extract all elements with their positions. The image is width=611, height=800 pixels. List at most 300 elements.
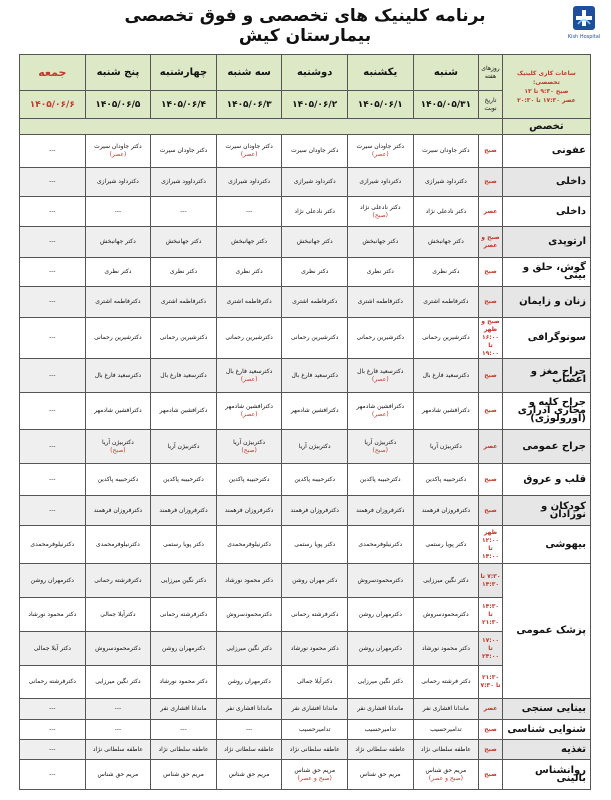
doctor-name: دکتر پویا رستمی <box>425 540 467 548</box>
doctor-cell <box>282 318 348 359</box>
doctor-name: --- <box>49 147 56 154</box>
doctor-name: دکترافشین شادمهر <box>159 407 208 414</box>
doctor-name: دکتر آیلا جمالی <box>33 644 71 652</box>
doctor-cell <box>151 699 217 720</box>
doctor-cell <box>282 632 348 666</box>
empty-slot <box>20 359 86 393</box>
doctor-name: --- <box>49 238 56 245</box>
doctor-name: دکترفروزان فرهمند <box>356 506 405 514</box>
day-date: ۱۴۰۵/۰۶/۱ <box>347 91 413 119</box>
empty-slot <box>20 720 86 740</box>
shift-note: (عصر) <box>240 375 258 383</box>
specialty-row <box>20 760 591 790</box>
doctor-name: --- <box>49 442 56 450</box>
shift-time: صبح <box>479 168 503 197</box>
doctor-name: دکتربیژن آریا <box>364 438 397 446</box>
doctor-cell <box>85 135 151 168</box>
doctor-name: دکترحبیبه پاکدین <box>359 475 401 483</box>
empty-slot <box>20 760 86 790</box>
shift-note: (صبح) <box>372 211 389 219</box>
doctor-name: دکترداود شیرازی <box>359 178 402 185</box>
doctor-name: دکترسعید فارغ بال <box>225 367 273 375</box>
doctor-name: دکتر مهران روشن <box>292 576 338 584</box>
shift-time: صبح <box>479 720 503 740</box>
doctor-cell <box>151 526 217 564</box>
doctor-cell <box>151 287 217 318</box>
doctor-cell <box>413 740 479 760</box>
doctor-name: دکتر جهانبخش <box>362 238 399 245</box>
doctor-cell <box>20 632 86 666</box>
doctor-cell <box>216 287 282 318</box>
doctor-name: دکتر نگین میرزایی <box>423 576 469 584</box>
specialty-name: سونوگرافی <box>502 318 590 359</box>
day-header: یکشنبه <box>347 55 413 91</box>
specialty-name: گوش، حلق و بینی <box>502 258 590 287</box>
doctor-name: دکترداود شیرازی <box>293 178 336 185</box>
doctor-cell <box>347 393 413 430</box>
doctor-name: مریم حق شناس <box>425 766 467 774</box>
doctor-cell <box>347 197 413 227</box>
shift-time: عصر <box>479 699 503 720</box>
doctor-cell <box>151 227 217 258</box>
doctor-cell <box>216 598 282 632</box>
doctor-name: دکتر جهانبخش <box>231 238 268 245</box>
shift-time: صبح <box>479 496 503 526</box>
doctor-name: --- <box>49 770 56 778</box>
doctor-name: عاطفه سلطانی نژاد <box>355 745 406 753</box>
doctor-name: دکترفرشته رحمانی <box>159 610 208 618</box>
doctor-cell <box>282 598 348 632</box>
doctor-name: --- <box>49 371 56 379</box>
doctor-cell <box>347 168 413 197</box>
doctor-cell <box>413 564 479 598</box>
specialty-row <box>20 393 591 430</box>
doctor-name: دکترمحمودسروش <box>226 610 272 618</box>
page-title: برنامه کلینیک های تخصصی و فوق تخصصی بیمارستان کیش <box>124 6 486 46</box>
day-header: چهارشنبه <box>151 55 217 91</box>
day-header-friday: جمعه <box>20 55 86 91</box>
day-header: دوشنبه <box>282 55 348 91</box>
doctor-name: دکتر جهانبخش <box>427 238 464 245</box>
doctor-name: مریم حق شناس <box>294 766 336 774</box>
specialty-row <box>20 135 591 168</box>
doctor-cell <box>216 564 282 598</box>
doctor-cell <box>85 227 151 258</box>
doctor-cell <box>151 760 217 790</box>
doctor-cell <box>347 632 413 666</box>
doctor-cell <box>413 464 479 496</box>
doctor-name: دکترنیلوفرمحمدی <box>358 540 403 548</box>
doctor-name: دکتربیژن آریا <box>233 438 265 446</box>
doctor-cell <box>413 168 479 197</box>
doctor-cell <box>282 666 348 699</box>
doctor-name: دکتر نظری <box>169 268 198 275</box>
doctor-name: دکتر نادعلی نژاد <box>360 203 401 211</box>
day-date: ۱۴۰۵/۰۶/۳ <box>216 91 282 119</box>
doctor-name: دکتر جهانبخش <box>99 238 136 245</box>
doctor-name: دکترداود شیرازی <box>228 178 271 185</box>
empty-slot <box>151 197 217 227</box>
doctor-name: دکترفروزان فرهمند <box>93 506 143 514</box>
doctor-cell <box>282 287 348 318</box>
doctor-cell <box>282 197 348 227</box>
doctor-cell <box>282 464 348 496</box>
doctor-cell <box>151 318 217 359</box>
specialty-row <box>20 258 591 287</box>
doctor-name: دکترفاطمه اشتری <box>226 298 272 305</box>
doctor-cell <box>151 168 217 197</box>
specialty-name: پزشک عمومی <box>502 564 590 699</box>
doctor-name: مریم حق شناس <box>228 770 270 778</box>
doctor-name: مریم حق شناس <box>359 770 401 778</box>
doctor-cell <box>282 496 348 526</box>
doctor-cell <box>347 740 413 760</box>
doctor-name: دکترفرشته رحمانی <box>291 610 339 618</box>
doctor-cell <box>151 598 217 632</box>
doctor-name: --- <box>49 298 56 305</box>
doctor-cell <box>85 760 151 790</box>
doctor-cell <box>413 359 479 393</box>
doctor-name: دکتربیژن آریا <box>101 438 134 446</box>
doctor-cell <box>85 287 151 318</box>
doctor-name: دکتر نگین میرزایی <box>226 644 272 652</box>
doctor-name: دکترفاطمه اشتری <box>95 298 141 305</box>
doctor-name: دکتر نگین میرزایی <box>95 678 141 685</box>
doctor-name: دکتر جهانبخش <box>165 238 202 245</box>
doctor-cell <box>413 258 479 287</box>
doctor-name: دکتر نظری <box>366 268 394 275</box>
doctor-name: دکترحبیبه پاکدین <box>228 475 270 483</box>
shift-time: صبح <box>479 135 503 168</box>
doctor-name: دکترمهران روشن <box>358 644 402 652</box>
doctor-name: دکتر نظری <box>432 268 460 275</box>
empty-slot <box>20 496 86 526</box>
specialty-name: کودکان و نوزادان <box>502 496 590 526</box>
doctor-name: --- <box>49 705 56 712</box>
doctor-cell <box>282 135 348 168</box>
doctor-cell <box>85 598 151 632</box>
shift-time: ۷:۳۰ تا ۱۴:۳۰ <box>479 564 503 598</box>
shift-note: (عصر) <box>371 375 389 383</box>
doctor-cell <box>413 496 479 526</box>
doctor-name: دکتر نظری <box>301 268 329 275</box>
doctor-cell <box>347 430 413 464</box>
specialty-name: تغذیه <box>502 740 590 760</box>
specialty-name: زنان و زایمان <box>502 287 590 318</box>
doctor-name: دکترداود شیرازی <box>424 178 467 185</box>
doctor-name: دکتر محمود نورشاد <box>421 644 470 652</box>
doctor-cell <box>282 430 348 464</box>
specialty-row <box>20 359 591 393</box>
specialty-row <box>20 227 591 258</box>
doctor-cell <box>413 287 479 318</box>
doctor-cell <box>85 393 151 430</box>
doctor-cell <box>216 632 282 666</box>
doctor-name: دکترافشین شادمهر <box>94 407 142 414</box>
doctor-cell <box>216 359 282 393</box>
doctor-cell <box>20 598 86 632</box>
doctor-cell <box>282 393 348 430</box>
doctor-name: تدامیرحسیب <box>430 725 462 733</box>
doctor-name: دکترفرشته رحمانی <box>28 678 76 685</box>
empty-slot <box>20 430 86 464</box>
specialty-row <box>20 699 591 720</box>
doctor-cell <box>413 430 479 464</box>
doctor-name: دکتر محمود نورشاد <box>159 678 208 685</box>
day-date: ۱۴۰۵/۰۶/۴ <box>151 91 217 119</box>
shift-time: صبح <box>479 287 503 318</box>
shift-time: صبح <box>479 740 503 760</box>
doctor-name: دکترفاطمه اشتری <box>292 298 338 305</box>
doctor-name: --- <box>49 268 56 275</box>
doctor-cell <box>282 258 348 287</box>
doctor-name: ماندانا افشاری نفر <box>160 705 207 712</box>
doctor-cell <box>413 666 479 699</box>
doctor-name: دکتر نگین میرزایی <box>160 576 207 584</box>
doctor-cell <box>151 666 217 699</box>
shift-note: (صبح) <box>110 446 126 454</box>
empty-slot <box>20 227 86 258</box>
specialty-name: بیهوشی <box>502 526 590 564</box>
doctor-name: ماندانا افشاری نفر <box>422 705 469 712</box>
empty-slot <box>85 699 151 720</box>
specialty-column-label: تخصص <box>502 119 590 135</box>
doctor-name: مریم حق شناس <box>97 770 139 778</box>
doctor-cell <box>216 393 282 430</box>
doctor-name: دکترمهران روشن <box>161 644 206 652</box>
doctor-name: --- <box>49 725 56 733</box>
shift-note: (صبح) <box>372 446 389 454</box>
doctor-name: --- <box>114 725 122 733</box>
doctor-cell <box>347 666 413 699</box>
doctor-cell <box>347 760 413 790</box>
empty-slot <box>20 197 86 227</box>
doctor-cell <box>282 359 348 393</box>
doctor-cell <box>282 699 348 720</box>
doctor-cell <box>413 393 479 430</box>
doctor-name: دکتر نگین میرزایی <box>357 678 403 685</box>
doctor-cell <box>216 496 282 526</box>
date-shift-label: تاریخ نوبت <box>479 91 503 119</box>
doctor-cell <box>282 564 348 598</box>
doctor-name: --- <box>114 705 122 712</box>
doctor-cell <box>216 258 282 287</box>
shift-time: صبح <box>479 258 503 287</box>
doctor-name: دکتر نظری <box>104 268 132 275</box>
doctor-name: --- <box>180 725 187 733</box>
doctor-name: دکترفاطمه اشتری <box>160 298 207 305</box>
doctor-cell <box>216 740 282 760</box>
doctor-name: دکترمحمودسروش <box>357 576 404 584</box>
doctor-cell <box>413 318 479 359</box>
doctor-cell <box>216 227 282 258</box>
doctor-cell <box>151 496 217 526</box>
doctor-name: دکترفرشته رحمانی <box>94 576 142 584</box>
day-header: سه شنبه <box>216 55 282 91</box>
doctor-cell <box>20 526 86 564</box>
doctor-name: دکتر نادعلی نژاد <box>294 207 335 215</box>
empty-slot <box>20 287 86 318</box>
empty-slot <box>216 197 282 227</box>
shift-time: صبح و ظهر ۱۶:۰۰ تا ۱۹:۰۰ <box>479 318 503 359</box>
shift-time: ۲۱:۳۰ تا ۷:۳۰ <box>479 666 503 699</box>
specialty-row <box>20 168 591 197</box>
doctor-cell <box>216 135 282 168</box>
doctor-name: دکترنیلوفرمحمدی <box>30 540 75 548</box>
doctor-cell <box>347 135 413 168</box>
doctor-name: دکترحبیبه پاکدین <box>163 475 204 483</box>
shift-time: ۱۷:۰۰ تا ۲۴:۰۰ <box>479 632 503 666</box>
doctor-name: دکتربیژن آریا <box>167 442 200 450</box>
header-spacer <box>20 119 503 135</box>
shift-note: (صبح) <box>241 446 257 454</box>
doctor-name: دکترحبیبه پاکدین <box>294 475 336 483</box>
shift-note: (عصر) <box>240 411 258 418</box>
doctor-name: عاطفه سلطانی نژاد <box>420 745 471 753</box>
empty-slot <box>20 135 86 168</box>
doctor-name: ماندانا افشاری نفر <box>291 705 338 712</box>
doctor-name: دکترفروزان فرهمند <box>224 506 274 514</box>
doctor-name: دکتر پویا رستمی <box>294 540 336 548</box>
doctor-name: دکترسعید فارغ بال <box>160 371 207 379</box>
clinic-hours-info: ساعات کاری کلینیک تخصصی: صبح ۹:۳۰ تا ۱۳ عصر ۱۷:۳۰ تا ۲۰:۳۰ <box>502 55 590 119</box>
doctor-name: دکتربیژن آریا <box>429 442 462 450</box>
shift-time: صبح <box>479 464 503 496</box>
specialty-row <box>20 720 591 740</box>
doctor-name: --- <box>180 207 187 215</box>
specialty-row <box>20 496 591 526</box>
hospital-logo <box>564 4 604 46</box>
doctor-cell <box>151 464 217 496</box>
shift-note: (عصر) <box>371 151 389 158</box>
doctor-cell <box>413 720 479 740</box>
specialty-name: داخلی <box>502 197 590 227</box>
doctor-cell <box>413 699 479 720</box>
day-header: شنبه <box>413 55 479 91</box>
doctor-name: عاطفه سلطانی نژاد <box>289 745 340 753</box>
doctor-name: دکتر محمود نورشاد <box>28 610 77 618</box>
doctor-name: عاطفه سلطانی نژاد <box>224 745 275 753</box>
doctor-name: دکترسعید فارغ بال <box>291 371 338 379</box>
specialty-row <box>20 197 591 227</box>
doctor-name: دکتر جاودان سیرت <box>290 147 339 154</box>
empty-slot <box>20 258 86 287</box>
empty-slot <box>20 464 86 496</box>
doctor-name: --- <box>245 725 253 733</box>
empty-slot <box>216 720 282 740</box>
general-practitioner-row <box>20 564 591 598</box>
doctor-name: دکترحبیبه پاکدین <box>97 475 139 483</box>
shift-time: صبح <box>479 760 503 790</box>
doctor-cell <box>347 227 413 258</box>
doctor-cell <box>282 760 348 790</box>
shift-time: عصر <box>479 197 503 227</box>
doctor-name: دکترمحمودسروش <box>95 644 141 652</box>
specialty-row <box>20 318 591 359</box>
doctor-cell <box>347 564 413 598</box>
specialty-row <box>20 430 591 464</box>
doctor-cell <box>85 168 151 197</box>
empty-slot <box>85 720 151 740</box>
doctor-name: ماندانا افشاری نفر <box>226 705 273 712</box>
doctor-name: دکترفروزان فرهمند <box>159 506 208 514</box>
specialty-name: جراح عمومی <box>502 430 590 464</box>
doctor-cell <box>85 318 151 359</box>
doctor-cell <box>151 393 217 430</box>
doctor-name: دکتر جاودان سیرت <box>225 143 273 150</box>
doctor-name: دکتر جاودان سیرت <box>159 147 208 154</box>
day-date: ۱۴۰۵/۰۵/۳۱ <box>413 91 479 119</box>
doctor-name: دکترداود شیرازی <box>96 178 139 185</box>
empty-slot <box>85 197 151 227</box>
doctor-name: دکتر جاودان سیرت <box>422 147 470 154</box>
doctor-cell <box>85 359 151 393</box>
doctor-cell <box>216 168 282 197</box>
doctor-cell <box>216 430 282 464</box>
doctor-cell <box>85 526 151 564</box>
doctor-cell <box>216 526 282 564</box>
doctor-name: دکترمهران روشن <box>227 678 271 685</box>
doctor-name: دکترسعید فارغ بال <box>357 367 404 375</box>
specialty-name: بینایی سنجی <box>502 699 590 720</box>
day-date: ۱۴۰۵/۰۶/۲ <box>282 91 348 119</box>
doctor-cell <box>85 430 151 464</box>
doctor-name: دکتر پویا رستمی <box>163 540 204 548</box>
doctor-name: تدامیرحسیب <box>364 725 397 733</box>
doctor-name: تدامیرحسیب <box>298 725 331 733</box>
doctor-name: دکترداوود شیرازی <box>161 178 206 185</box>
doctor-cell <box>216 760 282 790</box>
doctor-cell <box>413 197 479 227</box>
doctor-cell <box>413 526 479 564</box>
doctor-cell <box>347 464 413 496</box>
specialty-name: ارتوپدی <box>502 227 590 258</box>
specialty-name: روانشناس بالینی <box>502 760 590 790</box>
doctor-name: --- <box>114 207 122 215</box>
doctor-name: دکترنیلوفرمحمدی <box>227 540 271 548</box>
doctor-name: دکترفروزان فرهمند <box>421 506 471 514</box>
empty-slot <box>20 318 86 359</box>
header-row <box>20 55 591 91</box>
shift-note: (عصر) <box>109 151 127 158</box>
doctor-name: دکتر محمود نورشاد <box>225 576 274 584</box>
doctor-name: دکترشیرین رحمانی <box>290 334 339 341</box>
doctor-name: --- <box>49 334 56 341</box>
shift-time: صبح <box>479 359 503 393</box>
empty-slot <box>20 168 86 197</box>
doctor-name: دکترمهران روشن <box>30 576 74 584</box>
doctor-cell <box>413 227 479 258</box>
shift-note: (عصر) <box>371 411 389 418</box>
doctor-name: دکترآیلا جمالی <box>100 610 136 618</box>
doctor-cell <box>282 720 348 740</box>
shift-time: صبح و عصر <box>479 227 503 258</box>
doctor-cell <box>151 430 217 464</box>
doctor-name: دکتر جاودان سیرت <box>94 143 142 150</box>
specialty-row <box>20 740 591 760</box>
doctor-cell <box>216 464 282 496</box>
doctor-cell <box>151 258 217 287</box>
doctor-cell <box>347 258 413 287</box>
doctor-cell <box>347 720 413 740</box>
doctor-name: --- <box>245 207 253 215</box>
specialty-row <box>20 526 591 564</box>
doctor-cell <box>85 666 151 699</box>
doctor-name: دکترنیلوفرمحمدی <box>96 540 140 548</box>
doctor-cell <box>85 464 151 496</box>
doctor-name: --- <box>49 506 56 514</box>
shift-note: (عصر) <box>240 151 258 158</box>
